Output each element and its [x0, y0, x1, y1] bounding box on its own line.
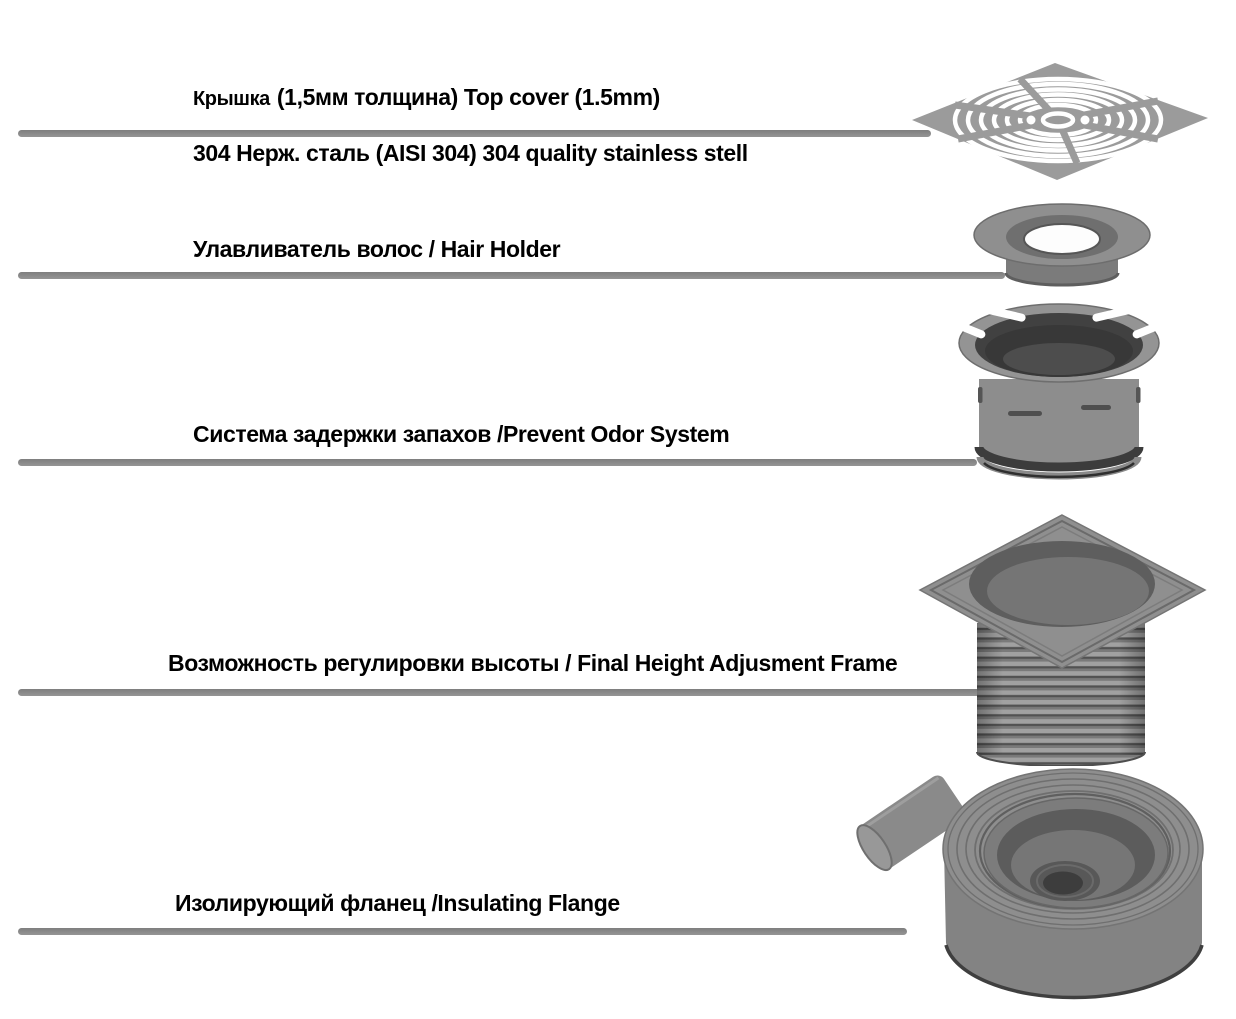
odor-side-notch-right: [1136, 387, 1141, 403]
label-height-adjustment: Возможность регулировки высоты / Final Height Adjusment Frame: [168, 650, 898, 676]
grate-center-dot-right: [1081, 116, 1090, 125]
leader-line-hair-holder: [18, 272, 1005, 279]
label-insulating-flange: Изолирующий фланец /Insulating Flange: [175, 890, 620, 916]
height-frame-illustration: [903, 508, 1215, 766]
odor-system-illustration: [953, 299, 1171, 485]
label-top-cover-detail: (1,5мм толщина) Top cover (1.5mm): [276, 84, 660, 110]
odor-bayonet-slot-left: [1008, 411, 1042, 416]
odor-side-notch-left: [978, 387, 983, 403]
odor-interior-floor: [1003, 343, 1115, 375]
leader-line-prevent-odor: [18, 459, 977, 466]
label-top-cover-material: 304 Нерж. сталь (AISI 304) 304 quality stainless stell: [193, 140, 748, 166]
label-top-cover: [193, 84, 660, 112]
label-hair-holder: Улавливатель волос / Hair Holder: [193, 236, 561, 262]
odor-bayonet-slot-right: [1081, 405, 1111, 410]
leader-line-top-cover: [18, 130, 931, 137]
leader-line-height-adjustment: [18, 689, 981, 696]
label-top-cover-ru: Крышка: [193, 88, 270, 110]
top-cover-illustration: [898, 53, 1213, 188]
leader-line-insulating-flange: [18, 928, 907, 935]
label-prevent-odor: Система задержки запахов /Prevent Odor System: [193, 421, 730, 447]
hair-holder-illustration: [962, 197, 1167, 292]
frame-bowl-floor: [987, 557, 1149, 625]
flange-drain-hole: [1043, 872, 1083, 895]
thread-shade-left: [977, 623, 1003, 755]
hair-holder-hole: [1024, 224, 1100, 254]
thread-shade-right: [1119, 623, 1145, 755]
grate-center-dot-left: [1027, 116, 1036, 125]
insulating-flange-illustration: [843, 753, 1236, 1019]
